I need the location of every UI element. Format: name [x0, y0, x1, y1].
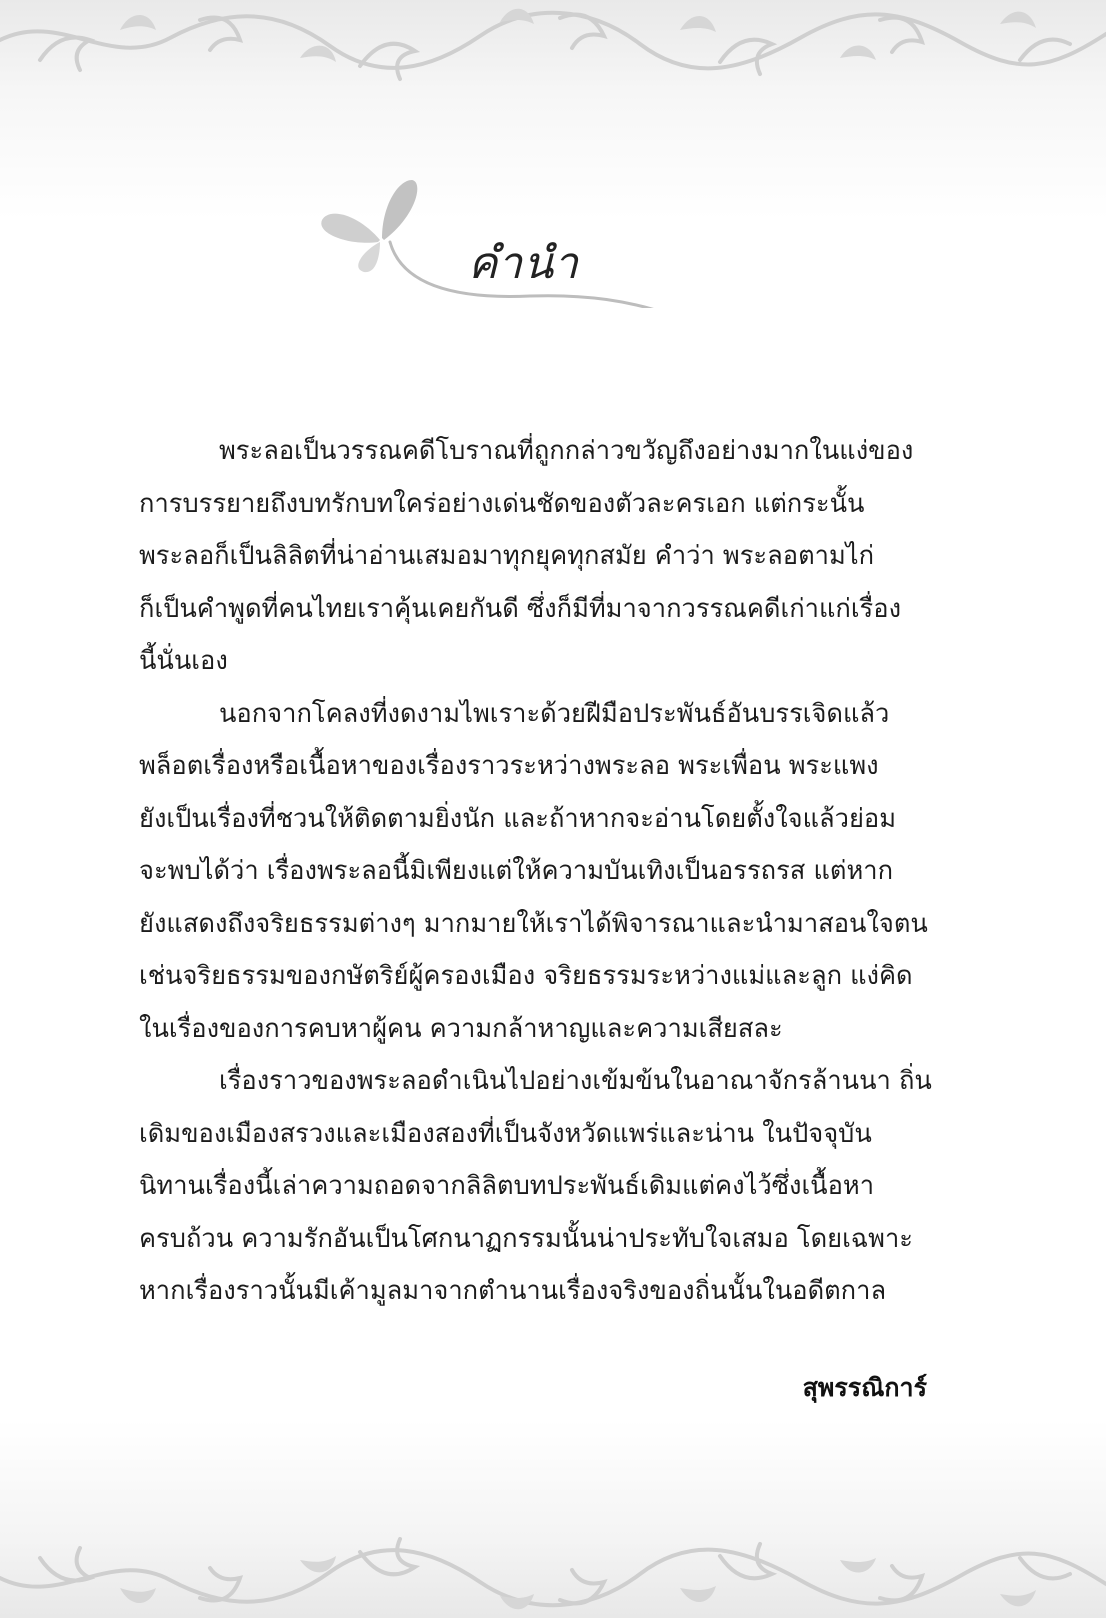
author-signature: สุพรรณิการ์: [802, 1373, 927, 1402]
paragraph-line: ในเรื่องของการคบหาผู้คน ความกล้าหาญและความเสียสละ: [139, 1013, 783, 1044]
heading-block: [320, 176, 680, 316]
paragraph-line: จะพบได้ว่า เรื่องพระลอนี้มิเพียงแต่ให้ความบันเทิงเป็นอรรถรส แต่หาก: [139, 856, 894, 886]
paragraph-line: เดิมของเมืองสรวงและเมืองสองที่เป็นจังหวัดแพร่และน่าน ในปัจจุบัน: [139, 1118, 872, 1149]
paragraph-line: นอกจากโคลงที่งดงามไพเราะด้วยฝีมือประพันธ์อันบรรเจิดแล้ว: [219, 698, 890, 729]
paragraph-line: พระลอก็เป็นลิลิตที่น่าอ่านเสมอมาทุกยุคทุกสมัย คำว่า พระลอตามไก่: [139, 541, 875, 571]
paragraph-line: นี้นั่นเอง: [139, 646, 228, 676]
top-floral-border: [0, 0, 1106, 90]
paragraph-line: ยังเป็นเรื่องที่ชวนให้ติดตามยิ่งนัก และถ้าหากจะอ่านโดยตั้งใจแล้วย่อม: [139, 803, 897, 834]
preface-body: [139, 425, 932, 1318]
paragraph-line: นิทานเรื่องนี้เล่าความถอดจากลิลิตบทประพันธ์เดิมแต่คงไว้ซึ่งเนื้อหา: [139, 1171, 875, 1201]
paragraph-line: ยังแสดงถึงจริยธรรมต่างๆ มากมายให้เราได้พิจารณาและนำมาสอนใจตน: [139, 908, 928, 939]
paragraph-line: พล็อตเรื่องหรือเนื้อหาของเรื่องราวระหว่างพระลอ พระเพื่อน พระแพง: [139, 751, 879, 781]
paragraph-line: หากเรื่องราวนั้นมีเค้ามูลมาจากตำนานเรื่องจริงของถิ่นนั้นในอดีตกาล: [139, 1276, 887, 1306]
paragraph-line: เรื่องราวของพระลอดำเนินไปอย่างเข้มข้นในอาณาจักรล้านนา ถิ่น: [219, 1066, 932, 1096]
page-title: คำนำ: [468, 238, 579, 289]
paragraph-line: ครบถ้วน ความรักอันเป็นโศกนาฏกรรมนั้นน่าประทับใจเสมอ โดยเฉพาะ: [139, 1223, 913, 1254]
paragraph-line: พระลอเป็นวรรณคดีโบราณที่ถูกกล่าวขวัญถึงอย่างมากในแง่ของ: [219, 436, 914, 466]
paragraph-1: [139, 425, 927, 688]
paragraph-2: [139, 688, 927, 1056]
paragraph-line: การบรรยายถึงบทรักบทใคร่อย่างเด่นชัดของตัวละครเอก แต่กระนั้น: [139, 488, 865, 519]
paragraph-line: ก็เป็นคำพูดที่คนไทยเราคุ้นเคยกันดี ซึ่งก็มีที่มาจากวรรณคดีเก่าแก่เรื่อง: [139, 593, 902, 624]
paragraph-3: [139, 1055, 932, 1318]
paragraph-line: เช่นจริยธรรมของกษัตริย์ผู้ครองเมือง จริยธรรมระหว่างแม่และลูก แง่คิด: [139, 961, 913, 991]
bottom-floral-border: [0, 1528, 1106, 1618]
